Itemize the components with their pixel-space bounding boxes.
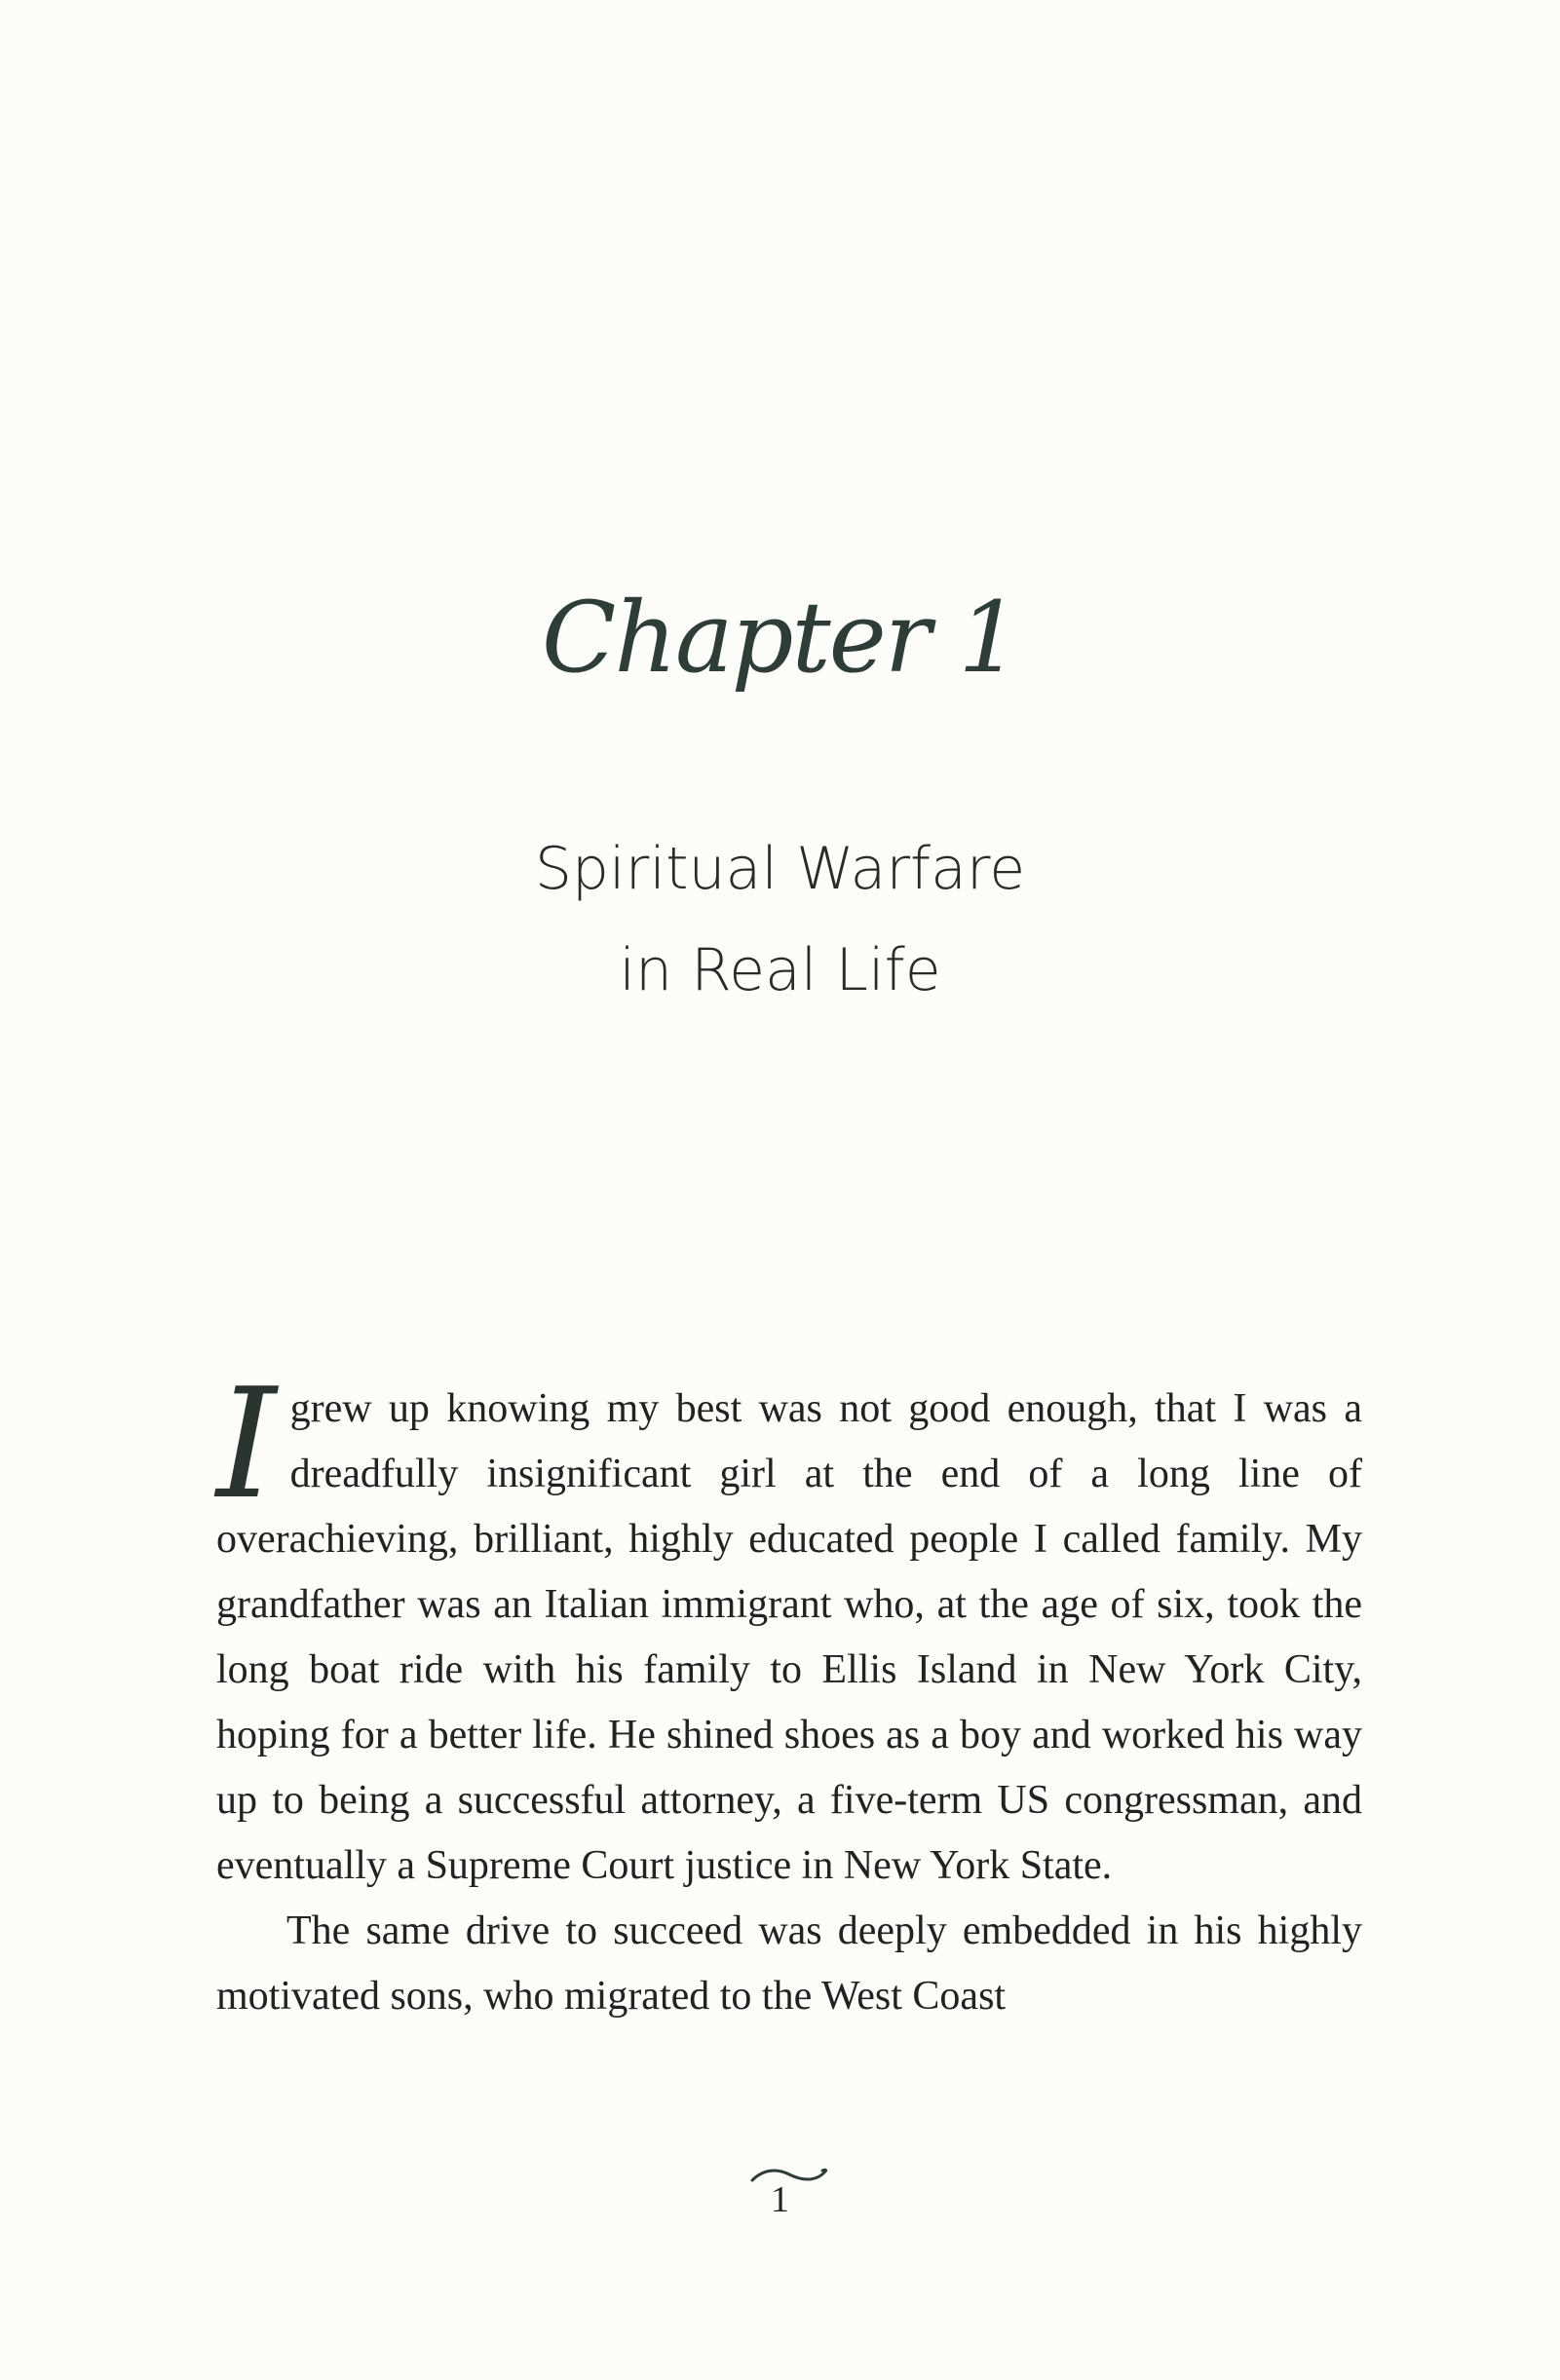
paragraph-1-text: grew up knowing my best was not good enough, that I was a dreadfully insignificant girl at the end of a long line of overachieving, brilliant, highly educated people I called family. My grandfather was an Italian immigrant who, at the age of six, took the long boat ride with his family to Ellis Island in New York City, hoping for a better life. He shined shoes as a boy and worked his way up to being a successful attorney, a five-term US congressman, and eventually a Supreme Court justice in New York State. [216, 1386, 1362, 1888]
page-number: 1 [771, 2179, 789, 2220]
chapter-label: Chapter 1 [541, 581, 1019, 695]
body-text [216, 1355, 1362, 2029]
paragraph-2-text: The same drive to succeed was deeply embedded in his highly motivated sons, who migrated to the West Coast [216, 1908, 1362, 2019]
chapter-title-line-1: Spiritual Warfare [534, 835, 1026, 903]
paragraph [216, 1355, 1362, 1899]
chapter-title [0, 818, 1560, 1021]
chapter-title-line-2: in Real Life [619, 936, 941, 1004]
paragraph [216, 1899, 1362, 2029]
drop-cap: I [216, 1355, 277, 1532]
